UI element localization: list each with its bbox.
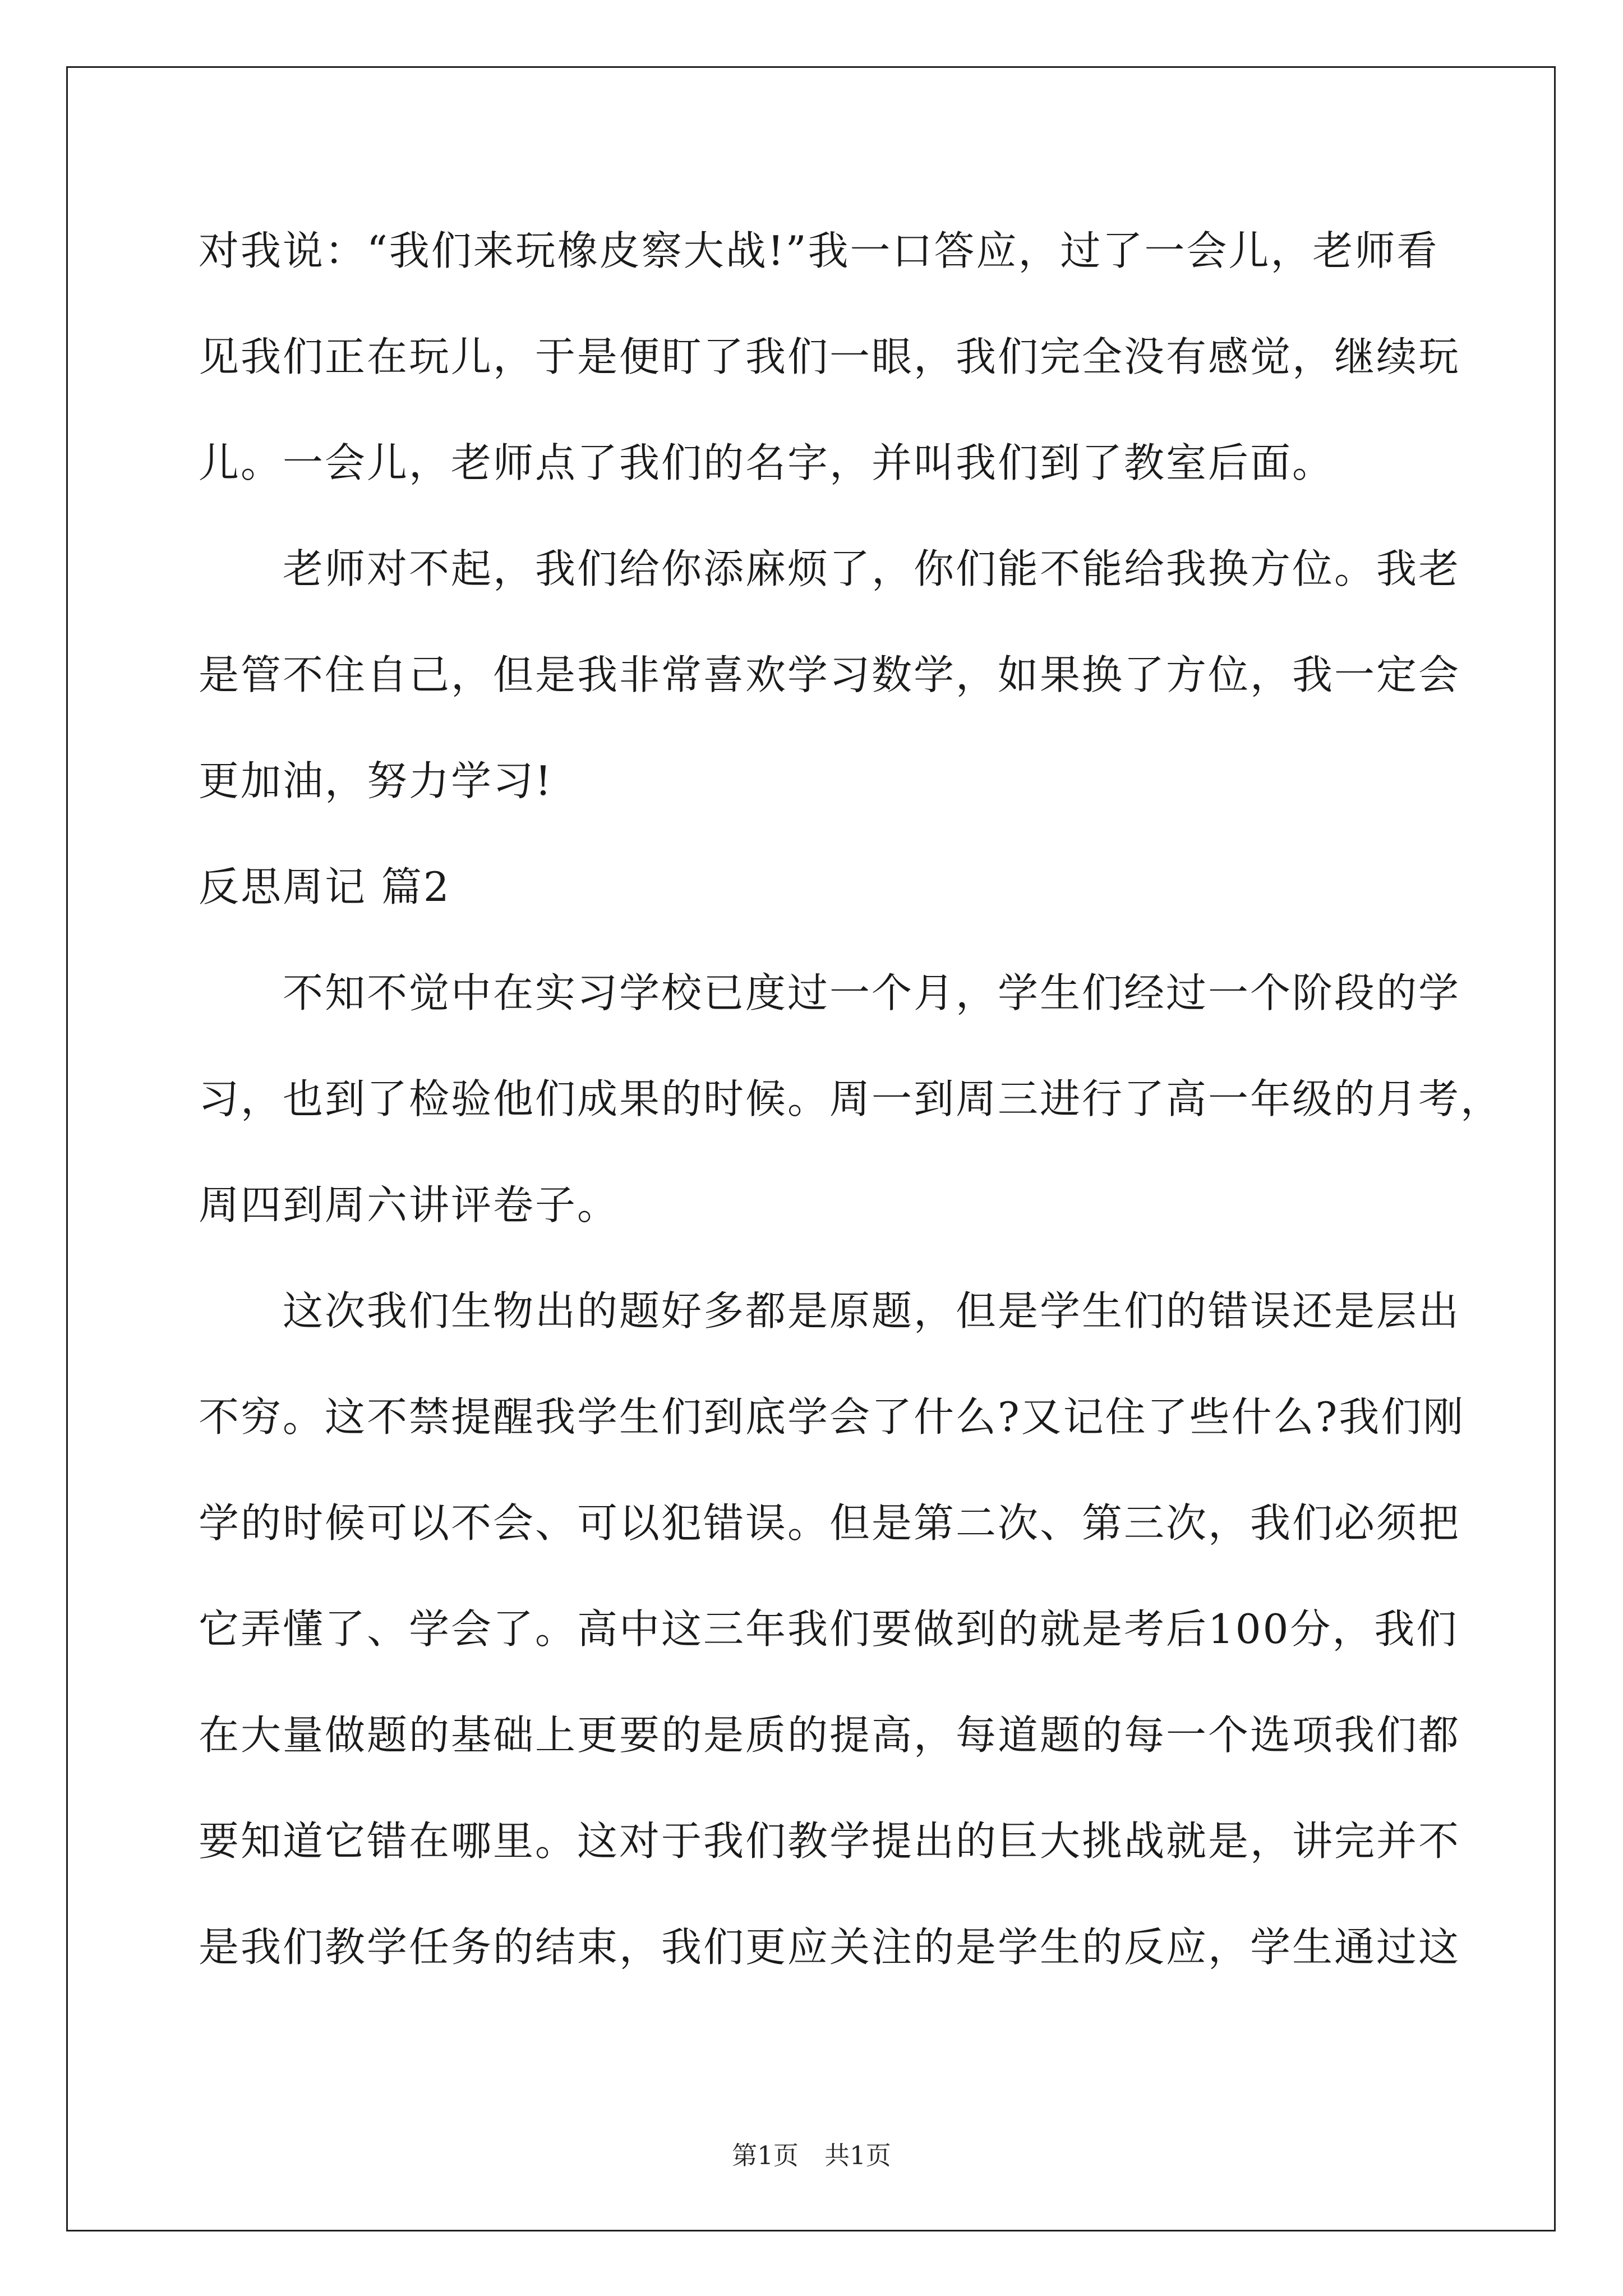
- text-line: 要知道它错在哪里。这对于我们教学提出的巨大挑战就是，讲完并不: [199, 1818, 1461, 1865]
- paragraph-start-line: 不知不觉中在实习学校已度过一个月，学生们经过一个阶段的学: [283, 969, 1461, 1016]
- text-line: 是管不住自己，但是我非常喜欢学习数学，如果换了方位，我一定会: [199, 651, 1461, 698]
- text-line: 见我们正在玩儿，于是便盯了我们一眼，我们完全没有感觉，继续玩: [199, 333, 1461, 380]
- section-heading: 反思周记 篇2: [199, 863, 451, 910]
- paragraph-start-line: 老师对不起，我们给你添麻烦了，你们能不能给我换方位。我老: [283, 545, 1461, 592]
- text-line: 更加油，努力学习!: [199, 757, 553, 804]
- text-line: 儿。一会儿，老师点了我们的名字，并叫我们到了教室后面。: [199, 439, 1335, 486]
- text-line: 学的时候可以不会、可以犯错误。但是第二次、第三次，我们必须把: [199, 1499, 1461, 1547]
- document-body: [199, 210, 1503, 2013]
- text-line: 周四到周六讲评卷子。: [199, 1181, 620, 1228]
- paragraph-start-line: 这次我们生物出的题好多都是原题，但是学生们的错误还是层出: [283, 1287, 1461, 1335]
- text-line: 不穷。这不禁提醒我学生们到底学会了什么?又记住了些什么?我们刚: [199, 1393, 1465, 1441]
- text-line: 习，也到了检验他们成果的时候。周一到周三进行了高一年级的月考，: [199, 1075, 1503, 1122]
- page-footer: [0, 2135, 1623, 2171]
- page-number: 第1页: [732, 2141, 799, 2170]
- text-line: 对我说：“我们来玩橡皮察大战!”我一口答应，过了一会儿，老师看: [199, 227, 1439, 274]
- text-line: 是我们教学任务的结束，我们更应关注的是学生的反应，学生通过这: [199, 1924, 1461, 1971]
- text-line: 在大量做题的基础上更要的是质的提高，每道题的每一个选项我们都: [199, 1711, 1461, 1759]
- text-line: 它弄懂了、学会了。高中这三年我们要做到的就是考后100分，我们: [199, 1605, 1459, 1653]
- page-total: 共1页: [824, 2141, 891, 2170]
